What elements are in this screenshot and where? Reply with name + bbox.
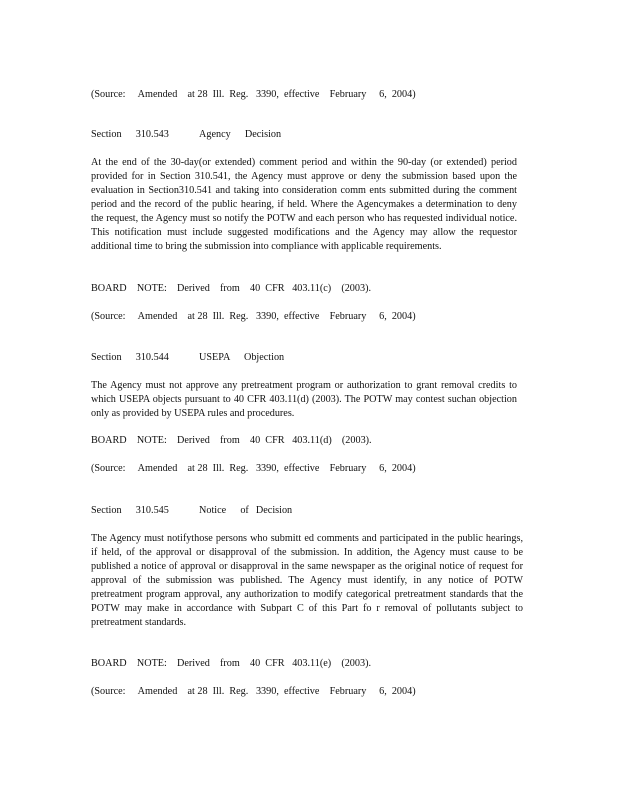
section-heading <box>91 504 517 518</box>
section-title: USEPA Objection <box>199 352 285 363</box>
section-body: The Agency must not approve any pretreatment program or authorization to grant removal credits to which USEPA objects pursuant to 40 CFR 403.11(d) (2003). The POTW may contest suchan objection only as provided by USEPA rules and procedures. <box>91 380 517 419</box>
section-body: At the end of the 30-day(or extended) comment period and within the 90-day (or extended) period provided for in Section 310.541, the Agency must approve or deny the submission based upon the evaluation in Section310.541 and taking into consideration comm ents submitted during the comment period and the record of the public hearing, if held. Where the Agencymakes a determination to deny the request, the Agency must so notify the POTW and each person who has requested individual notice. This notification must include suggested modifications and the Agency may allow the requestor additional time to bring the submission into compliance with applicable requirements. <box>91 157 517 252</box>
section-title: Notice of Decision <box>199 505 293 516</box>
section-body: The Agency must notifythose persons who submitt ed comments and participated in the public hearings, if held, of the approval or disapproval of the submission. In addition, the Agency must cause to be published a notice of approval or disapproval in the same newspaper as the original notice of request for approval of the submission was published. The Agency must identify, in any notice of POTW pretreatment program approval, any authorization to modify categorical pretreatment standards that the POTW may make in accordance with Subpart C of this Part fo r removal of pollutants subject to pretreatment standards. <box>91 533 523 628</box>
source-note: (Source: Amended at 28 Ill. Reg. 3390, effective February 6, 2004) <box>91 463 416 474</box>
section-heading <box>91 351 517 365</box>
board-note: BOARD NOTE: Derived from 40 CFR 403.11(c) (2003). <box>91 283 372 294</box>
section-number: Section 310.544 <box>91 352 169 363</box>
source-note: (Source: Amended at 28 Ill. Reg. 3390, effective February 6, 2004) <box>91 311 416 322</box>
source-note: (Source: Amended at 28 Ill. Reg. 3390, effective February 6, 2004) <box>91 89 416 100</box>
section-heading <box>91 128 517 142</box>
source-note: (Source: Amended at 28 Ill. Reg. 3390, effective February 6, 2004) <box>91 686 416 697</box>
board-note: BOARD NOTE: Derived from 40 CFR 403.11(d) (2003). <box>91 435 372 446</box>
section-number: Section 310.545 <box>91 505 169 516</box>
section-number: Section 310.543 <box>91 129 169 140</box>
board-note: BOARD NOTE: Derived from 40 CFR 403.11(e) (2003). <box>91 658 372 669</box>
section-title: Agency Decision <box>199 129 282 140</box>
